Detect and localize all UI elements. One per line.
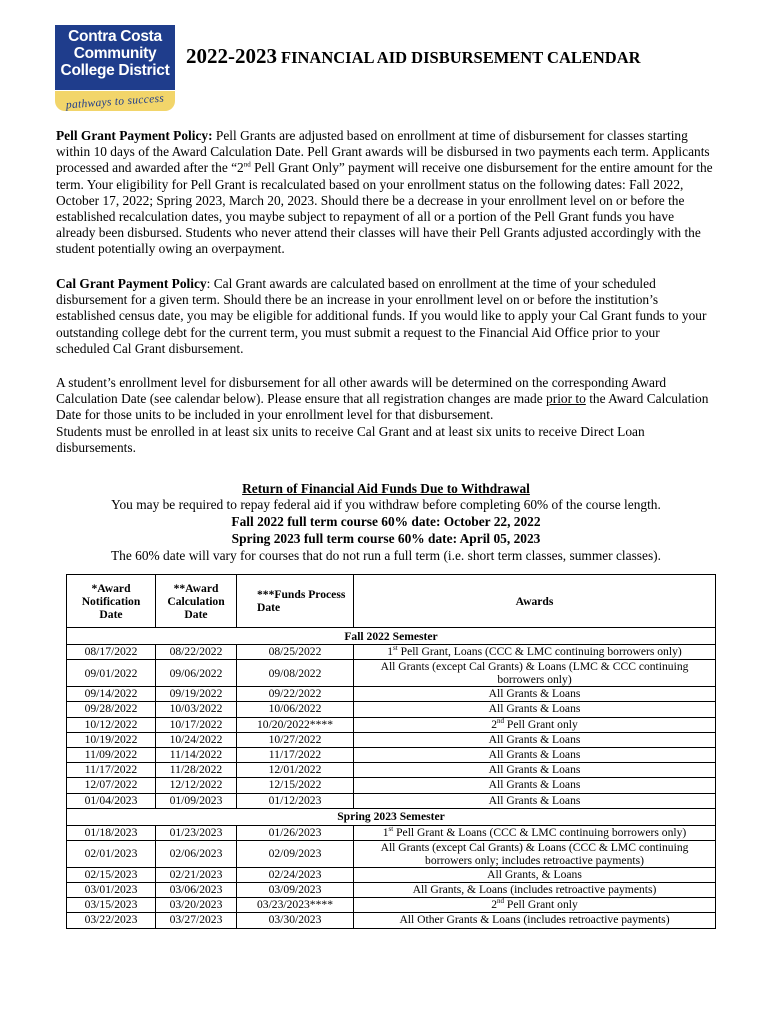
logo-tagline: pathways to success [65,92,165,112]
awards-text: Pell Grant only [504,898,578,912]
logo-wordmark [55,25,175,90]
table-body [67,628,716,929]
awards-cell [354,717,716,732]
pell-sup: nd [243,160,251,169]
cal-policy-heading: Cal Grant Payment Policy [56,276,207,291]
ordinal-suffix: nd [497,897,505,906]
notification-date-cell: 02/01/2023 [67,840,156,867]
table-row [67,883,716,898]
ordinal-number: 2 [491,717,498,731]
calculation-date-cell: 02/21/2023 [156,867,237,882]
awards-text: All Grants & Loans [488,702,581,716]
awards-text: All Grants & Loans [488,747,581,761]
table-row [67,913,716,928]
notification-date-cell: 09/01/2022 [67,660,156,687]
table-row [67,825,716,840]
notification-date-cell: 03/22/2023 [67,913,156,928]
funds-process-date-cell: 10/06/2022 [237,702,354,717]
funds-process-date-cell: 03/30/2023 [237,913,354,928]
pell-policy-paragraph [56,128,716,258]
district-logo [55,25,175,113]
logo-line-2: Community [73,45,157,62]
calculation-date-cell: 09/06/2022 [156,660,237,687]
notification-date-cell: 01/18/2023 [67,825,156,840]
ordinal-number: 1 [387,645,394,658]
notification-date-cell: 09/28/2022 [67,702,156,717]
table-row [67,763,716,778]
table-row [67,793,716,808]
awards-cell [354,645,716,660]
logo-line-3: College District [60,62,170,79]
awards-text: All Other Grants & Loans (includes retroactive payments) [399,913,670,927]
awards-text: Pell Grant, Loans (CCC & LMC continuing borrowers only) [397,645,682,658]
awards-text: Pell Grant & Loans (CCC & LMC continuing borrowers only) [393,825,687,839]
calculation-date-cell: 03/27/2023 [156,913,237,928]
header-notification-date: *Award Notification Date [67,575,156,628]
awards-cell [354,840,716,867]
calculation-date-cell: 08/22/2022 [156,645,237,660]
awards-cell [354,867,716,882]
cal-policy-paragraph [56,276,716,357]
awards-cell [354,898,716,913]
pell-text-a: Pell Grants are adjusted based on enrollment at time of disbursement for classes starting within 10 days of the Award Calculation Date. Pell Grant awards will be disbursed in two payments each term. Applicants processed and awarded after the “2 [56,128,710,176]
calculation-date-cell: 11/14/2022 [156,747,237,762]
ordinal-suffix: st [393,644,398,653]
awards-text: All Grants (except Cal Grants) & Loans (LMC & CCC continuing borrowers only) [380,660,689,687]
table-row [67,717,716,732]
header-funds-process-date: ***Funds Process Date [237,575,354,628]
funds-process-date-cell: 12/15/2022 [237,778,354,793]
awards-cell [354,747,716,762]
notification-date-cell: 03/01/2023 [67,883,156,898]
fall-60-date: Fall 2022 full term course 60% date: October 22, 2022 [231,514,541,529]
awards-text: All Grants (except Cal Grants) & Loans (CCC & LMC continuing borrowers only; includes retroactive payments) [380,840,689,867]
awards-text: All Grants, & Loans (includes retroactive payments) [412,883,657,897]
awards-cell [354,913,716,928]
ordinal-number: 1 [382,825,389,839]
funds-process-date-cell: 02/09/2023 [237,840,354,867]
table-row [67,840,716,867]
awards-cell [354,778,716,793]
funds-process-date-cell: 03/09/2023 [237,883,354,898]
notification-date-cell: 10/12/2022 [67,717,156,732]
logo-line-1: Contra Costa [68,28,162,45]
calculation-date-cell: 03/20/2023 [156,898,237,913]
ordinal-number: 2 [491,898,498,912]
awards-cell [354,660,716,687]
table-row [67,867,716,882]
awards-cell [354,883,716,898]
enrollment-underlined: prior to [546,391,586,407]
notification-date-cell: 09/14/2022 [67,687,156,702]
calculation-date-cell: 01/23/2023 [156,825,237,840]
ordinal-suffix: nd [497,716,505,725]
funds-process-date-cell: 01/26/2023 [237,825,354,840]
awards-text: Pell Grant only [504,717,578,731]
spring-60-date: Spring 2023 full term course 60% date: April 05, 2023 [231,531,541,546]
notification-date-cell: 12/07/2022 [67,778,156,793]
enrollment-text-a: A student’s enrollment level for disbursement for all other awards will be determined on the corresponding Award Calculation Date (see calendar below). Please ensure that all registration changes are made [56,375,667,407]
funds-process-date-cell: 02/24/2023 [237,867,354,882]
awards-cell [354,687,716,702]
table-row [67,687,716,702]
header-awards: Awards [354,575,716,628]
pell-text-b: Pell Grant Only” payment will receive one disbursement for the entire amount for the term. Your eligibility for Pell Grant is recalculated based on your enrollment status on the following dates: Fall 2022, October 17, 2022; Spring 2023, March 20, 2023. Should there be a decrease in your enrollment level on or before the established recalculation dates, you maybe subject to repayment of all or a portion of the Pell Grant funds you have already been disbursed. Students who never attend their classes will have their Pell Grants adjusted accordingly with the student potentially owing an overpayment. [56,160,713,257]
cal-policy-text: : Cal Grant awards are calculated based on enrollment at the time of your scheduled disbursement for a given term. Should there be an increase in your enrollment level on or before the institution’s established census date, you may be eligible for additional funds. If you would like to apply your Cal Grant funds to your outstanding college debt for the current term, you must submit a request to the Financial Aid Office prior to your scheduled Cal Grant disbursement. [56,276,707,356]
funds-process-date-cell: 03/23/2023**** [237,898,354,913]
awards-cell [354,763,716,778]
calculation-date-cell: 01/09/2023 [156,793,237,808]
ordinal-suffix: st [388,824,394,833]
funds-process-date-cell: 11/17/2022 [237,747,354,762]
awards-text: All Grants & Loans [488,778,581,792]
funds-process-date-cell: 10/27/2022 [237,732,354,747]
header-calculation-date: **Award Calculation Date [156,575,237,628]
notification-date-cell: 01/04/2023 [67,793,156,808]
spring-semester-label: Spring 2023 Semester [67,808,716,825]
calculation-date-cell: 09/19/2022 [156,687,237,702]
awards-text: All Grants & Loans [488,732,581,746]
table-row [67,645,716,660]
withdrawal-note: The 60% date will vary for courses that do not run a full term (i.e. short term classes, summer classes). [111,548,661,563]
funds-process-date-cell: 08/25/2022 [237,645,354,660]
table-header-row [67,575,716,628]
notification-date-cell: 02/15/2023 [67,867,156,882]
pell-policy-heading: Pell Grant Payment Policy: [56,128,213,143]
funds-process-date-cell: 09/22/2022 [237,687,354,702]
withdrawal-line: You may be required to repay federal aid if you withdraw before completing 60% of the course length. [111,497,661,512]
fall-semester-label: Fall 2022 Semester [67,628,716,645]
calculation-date-cell: 10/24/2022 [156,732,237,747]
title-text: FINANCIAL AID DISBURSEMENT CALENDAR [281,48,641,67]
title-year: 2022-2023 [186,44,277,68]
table-row [67,732,716,747]
enrollment-text-b: the Award Calculation Date for those units to be included in your enrollment level for that disbursement. [56,391,709,423]
table-row [67,747,716,762]
calculation-date-cell: 02/06/2023 [156,840,237,867]
awards-cell [354,732,716,747]
enrollment-paragraph [56,375,716,456]
funds-process-date-cell: 09/08/2022 [237,660,354,687]
page-title [186,44,641,69]
notification-date-cell: 11/09/2022 [67,747,156,762]
notification-date-cell: 08/17/2022 [67,645,156,660]
table-row [67,702,716,717]
logo-tagline-band [55,91,175,111]
enrollment-line-2: Students must be enrolled in at least six units to receive Cal Grant and at least six units to receive Direct Loan disbursements. [56,423,645,455]
awards-text: All Grants & Loans [488,687,581,701]
spring-semester-row [67,808,716,825]
notification-date-cell: 10/19/2022 [67,732,156,747]
calculation-date-cell: 10/17/2022 [156,717,237,732]
notification-date-cell: 11/17/2022 [67,763,156,778]
awards-cell [354,825,716,840]
awards-cell [354,793,716,808]
table-row [67,778,716,793]
calculation-date-cell: 12/12/2022 [156,778,237,793]
calculation-date-cell: 03/06/2023 [156,883,237,898]
disbursement-calendar-table [66,574,716,929]
notification-date-cell: 03/15/2023 [67,898,156,913]
calculation-date-cell: 11/28/2022 [156,763,237,778]
awards-cell [354,702,716,717]
funds-process-date-cell: 12/01/2022 [237,763,354,778]
awards-text: All Grants, & Loans [487,867,582,881]
table-row [67,660,716,687]
calculation-date-cell: 10/03/2022 [156,702,237,717]
awards-text: All Grants & Loans [488,793,581,807]
table-row [67,898,716,913]
fall-semester-row [67,628,716,645]
awards-text: All Grants & Loans [488,763,581,777]
funds-process-date-cell: 10/20/2022**** [237,717,354,732]
withdrawal-heading: Return of Financial Aid Funds Due to Withdrawal [242,481,530,496]
funds-process-date-cell: 01/12/2023 [237,793,354,808]
